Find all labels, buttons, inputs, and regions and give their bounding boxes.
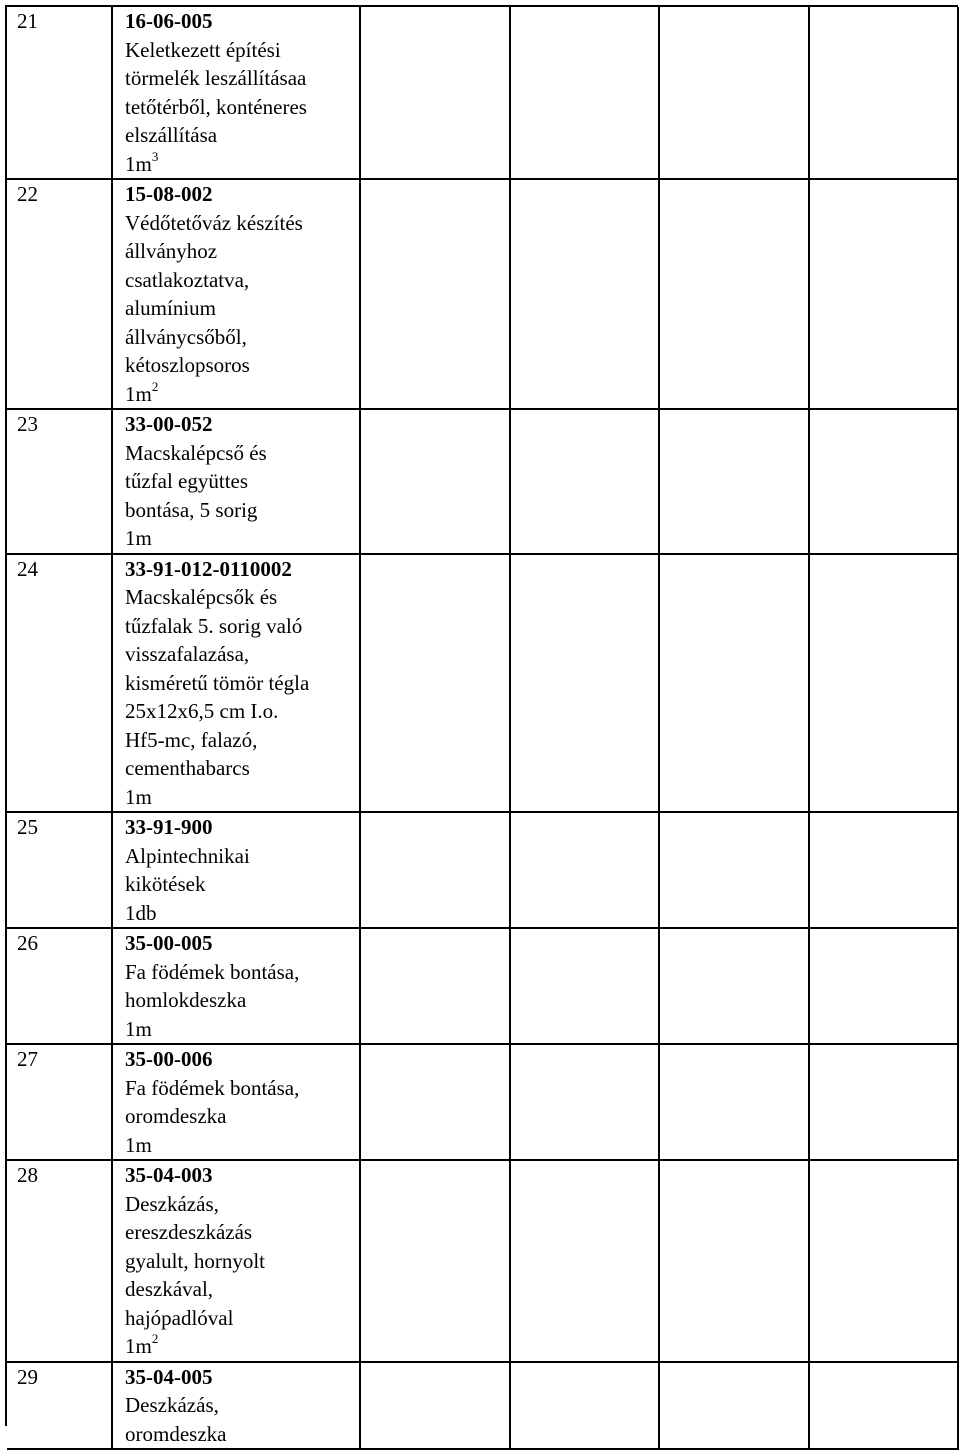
item-unit [125, 1332, 359, 1361]
total-cell [809, 1160, 958, 1362]
item-code: 35-00-006 [125, 1047, 213, 1071]
item-description-line: tűzfalak 5. sorig való [125, 613, 303, 638]
item-description-line: tetőtérből, konténeres [125, 94, 307, 119]
unit-price-labor-cell [659, 554, 809, 813]
item-description-line: hajópadlóval [125, 1305, 234, 1330]
quantity-cell [360, 1044, 510, 1160]
item-description-line: Macskalépcsők és [125, 585, 278, 609]
quantity-cell [360, 554, 510, 813]
item-unit [125, 1131, 359, 1160]
item-code: 33-91-900 [125, 815, 213, 839]
item-code: 35-04-005 [125, 1364, 213, 1389]
table-row [7, 179, 958, 409]
unit-price-material-cell [510, 409, 659, 554]
item-description-cell [112, 1362, 360, 1450]
item-unit [125, 150, 359, 179]
item-number: 25 [7, 812, 112, 928]
unit-price-labor-cell [659, 1044, 809, 1160]
item-description-cell [112, 928, 360, 1044]
unit-price-material-cell [510, 1160, 659, 1362]
item-description-line: oromdeszka [125, 1421, 227, 1446]
item-unit [125, 783, 359, 812]
item-description-line: elszállítása [125, 123, 218, 147]
item-description-line: Hf5-mc, falazó, [125, 727, 258, 752]
quantity-cell [360, 1160, 510, 1362]
item-description-cell [112, 7, 360, 179]
item-description-line: Deszkázás, [125, 1393, 219, 1417]
unit-label: 1m [125, 1334, 152, 1358]
total-cell [809, 812, 958, 928]
item-description-line: állványhoz [125, 239, 218, 263]
table-row [7, 1362, 958, 1450]
item-description-cell [112, 1044, 360, 1160]
item-description-line: törmelék leszállításaa [125, 66, 307, 90]
item-description-line: cementhabarcs [125, 756, 250, 780]
table-row [7, 928, 958, 1044]
item-unit [125, 524, 359, 553]
items-table [7, 7, 959, 1450]
item-number: 29 [7, 1362, 112, 1450]
unit-label: 1m [125, 526, 152, 550]
unit-price-labor-cell [659, 179, 809, 409]
item-unit [125, 1015, 359, 1044]
table-row [7, 1044, 958, 1160]
item-number: 24 [7, 554, 112, 813]
item-description-cell [112, 409, 360, 554]
item-description-line: oromdeszka [125, 1104, 227, 1128]
unit-price-labor-cell [659, 1160, 809, 1362]
item-description-line: Védőtetőváz készítés [125, 210, 303, 235]
quantity-cell [360, 1362, 510, 1450]
item-unit [125, 899, 359, 928]
table-row [7, 554, 958, 813]
item-description-line: állványcsőből, [125, 324, 247, 349]
unit-price-labor-cell [659, 1362, 809, 1450]
item-description-line: kisméretű tömör tégla [125, 670, 310, 695]
total-cell [809, 1362, 958, 1450]
quantity-cell [360, 7, 510, 179]
unit-label: 1m [125, 381, 152, 406]
item-description-line: alumínium [125, 296, 216, 320]
item-description-cell [112, 812, 360, 928]
quantity-cell [360, 409, 510, 554]
unit-price-labor-cell [659, 812, 809, 928]
table-row [7, 409, 958, 554]
item-code: 15-08-002 [125, 182, 213, 206]
unit-exponent: 3 [151, 148, 159, 164]
item-description-line: gyalult, hornyolt [125, 1248, 265, 1273]
unit-price-labor-cell [659, 7, 809, 179]
item-description-cell [112, 1160, 360, 1362]
unit-price-material-cell [510, 928, 659, 1044]
total-cell [809, 179, 958, 409]
item-description-line: ereszdeszkázás [125, 1220, 253, 1244]
total-cell [809, 409, 958, 554]
item-description-line: Fa födémek bontása, [125, 1075, 300, 1100]
item-code: 35-04-003 [125, 1163, 213, 1187]
total-cell [809, 7, 958, 179]
unit-price-material-cell [510, 554, 659, 813]
item-description-line: Keletkezett építési [125, 37, 281, 62]
unit-price-material-cell [510, 1362, 659, 1450]
item-description-line: kétoszlopsoros [125, 353, 250, 377]
total-cell [809, 1044, 958, 1160]
unit-label: 1db [125, 900, 157, 925]
item-code: 16-06-005 [125, 9, 213, 33]
table-row [7, 812, 958, 928]
item-code: 35-00-005 [125, 931, 213, 955]
item-description-line: visszafalazása, [125, 642, 250, 666]
item-description-line: kikötések [125, 872, 206, 896]
item-description-line: Deszkázás, [125, 1191, 219, 1216]
table-row [7, 7, 958, 179]
unit-price-labor-cell [659, 928, 809, 1044]
item-description-line: deszkával, [125, 1277, 214, 1301]
unit-exponent: 2 [151, 378, 159, 394]
quantity-cell [360, 812, 510, 928]
item-number: 28 [7, 1160, 112, 1362]
item-description-line: tűzfal együttes [125, 469, 249, 493]
quantity-cell [360, 928, 510, 1044]
total-cell [809, 554, 958, 813]
item-description-line: bontása, 5 sorig [125, 497, 258, 522]
item-description-cell [112, 554, 360, 813]
unit-price-material-cell [510, 179, 659, 409]
unit-label: 1m [125, 151, 152, 176]
item-description-line: csatlakoztatva, [125, 267, 250, 292]
item-description-line: Fa födémek bontása, [125, 959, 300, 984]
item-code: 33-00-052 [125, 412, 213, 436]
item-number: 26 [7, 928, 112, 1044]
item-number: 21 [7, 7, 112, 179]
table-row [7, 1160, 958, 1362]
unit-exponent: 2 [151, 1331, 159, 1346]
item-description-line: 25x12x6,5 cm I.o. [125, 699, 279, 723]
unit-price-labor-cell [659, 409, 809, 554]
item-description-line: Macskalépcső és [125, 440, 267, 465]
item-number: 23 [7, 409, 112, 554]
unit-price-material-cell [510, 7, 659, 179]
item-description-cell [112, 179, 360, 409]
cost-estimate-sheet [5, 5, 958, 1446]
total-cell [809, 928, 958, 1044]
item-number: 27 [7, 1044, 112, 1160]
item-code: 33-91-012-0110002 [125, 556, 292, 581]
quantity-cell [360, 179, 510, 409]
unit-label: 1m [125, 784, 152, 809]
unit-label: 1m [125, 1016, 152, 1041]
unit-price-material-cell [510, 812, 659, 928]
unit-label: 1m [125, 1132, 152, 1157]
item-description-line: homlokdeszka [125, 988, 247, 1012]
unit-price-material-cell [510, 1044, 659, 1160]
item-description-line: Alpintechnikai [125, 843, 250, 868]
item-number: 22 [7, 179, 112, 409]
item-unit [125, 380, 359, 409]
